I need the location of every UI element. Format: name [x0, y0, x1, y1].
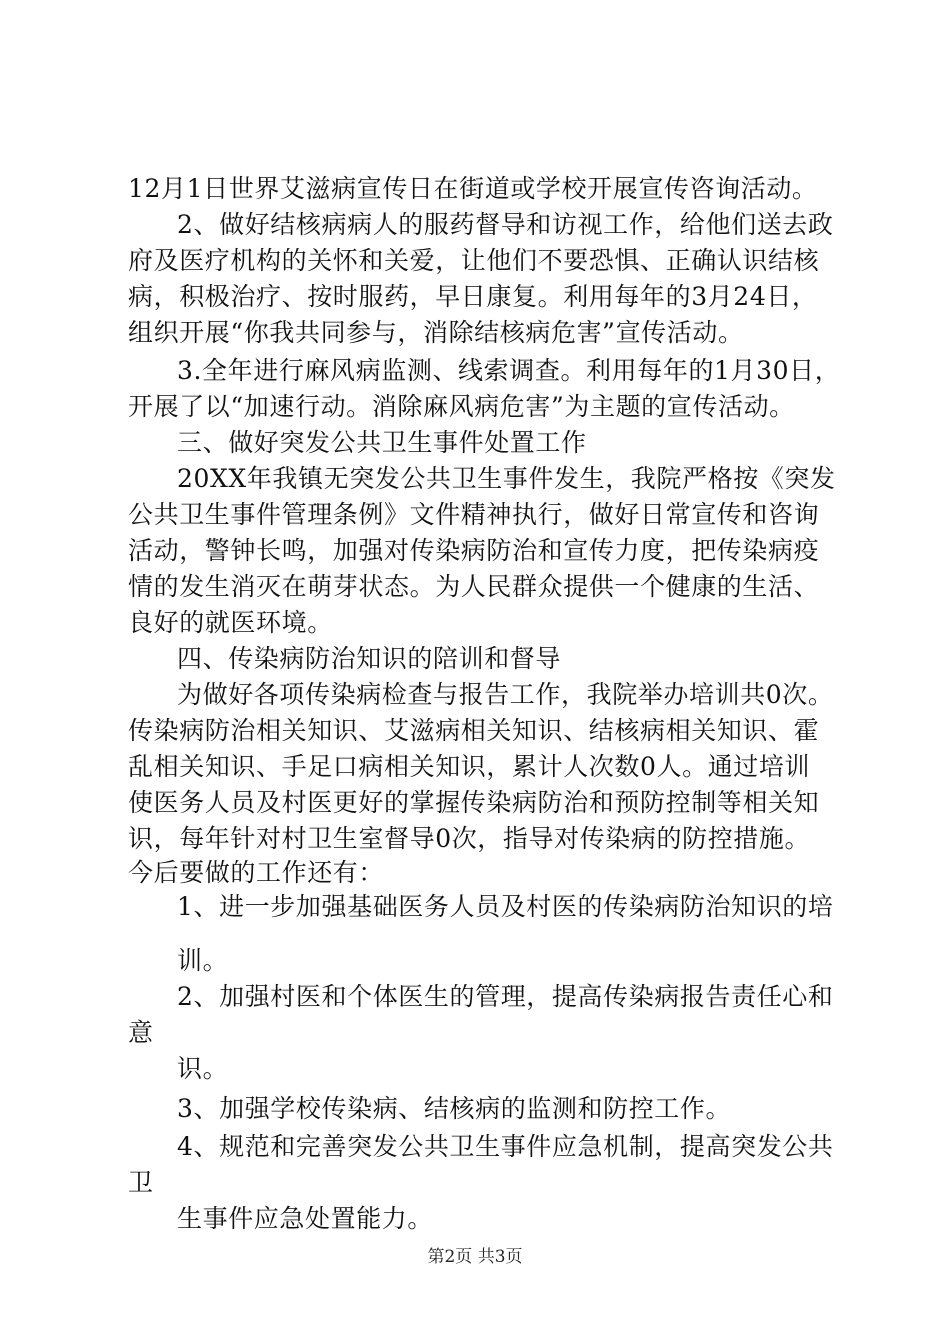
text-line: 为做好各项传染病检查与报告工作，我院举办培训共0次。 — [177, 680, 834, 709]
list-item: 3、加强学校传染病、结核病的监测和防控工作。 — [177, 1094, 732, 1123]
text-line: 组织开展“你我共同参与，消除结核病危害”宣传活动。 — [128, 318, 744, 347]
list-item: 2、加强村医和个体医生的管理，提高传染病报告责任心和 — [177, 982, 834, 1011]
list-item: 1、进一步加强基础医务人员及村医的传染病防治知识的培 — [177, 892, 834, 921]
text-line: 卫 — [128, 1168, 154, 1197]
text-line: 公共卫生事件管理条例》文件精神执行，做好日常宣传和咨询 — [128, 500, 820, 529]
text-line: 训。 — [177, 946, 229, 975]
text-line: 识。 — [177, 1054, 229, 1083]
text-line: 12月1日世界艾滋病宣传日在街道或学校开展宣传咨询活动。 — [128, 174, 818, 203]
text-line: 良好的就医环境。 — [128, 608, 333, 637]
text-line: 情的发生消灭在萌芽状态。为人民群众提供一个健康的生活、 — [128, 572, 820, 601]
section-heading: 四、传染病防治知识的陪训和督导 — [177, 644, 562, 673]
text-line: 今后要做的工作还有： — [128, 858, 385, 887]
text-line: 识，每年针对村卫生室督导0次，指导对传染病的防控措施。 — [128, 824, 811, 853]
text-line: 3.全年进行麻风病监测、线索调查。利用每年的1月30日， — [177, 356, 841, 385]
text-line: 乱相关知识、手足口病相关知识，累计人次数0人。通过培训 — [128, 752, 811, 781]
text-line: 活动，警钟长鸣，加强对传染病防治和宣传力度，把传染病疫 — [128, 536, 820, 565]
text-line: 2、做好结核病病人的服药督导和访视工作，给他们送去政 — [177, 210, 834, 239]
text-line: 20XX年我镇无突发公共卫生事件发生，我院严格按《突发 — [177, 464, 836, 493]
text-line: 病，积极治疗、按时服药，早日康复。利用每年的3月24日， — [128, 282, 818, 311]
text-line: 传染病防治相关知识、艾滋病相关知识、结核病相关知识、霍 — [128, 716, 820, 745]
section-heading: 三、做好突发公共卫生事件处置工作 — [177, 428, 587, 457]
text-line: 生事件应急处置能力。 — [177, 1204, 434, 1233]
list-item: 4、规范和完善突发公共卫生事件应急机制，提高突发公共 — [177, 1132, 834, 1161]
text-line: 意 — [128, 1018, 154, 1047]
text-line: 开展了以“加速行动。消除麻风病危害”为主题的宣传活动。 — [128, 392, 795, 421]
text-line: 府及医疗机构的关怀和关爱，让他们不要恐惧、正确认识结核 — [128, 246, 820, 275]
page-footer: 第2页 共3页 — [427, 1247, 523, 1267]
text-line: 使医务人员及村医更好的掌握传染病防治和预防控制等相关知 — [128, 788, 820, 817]
